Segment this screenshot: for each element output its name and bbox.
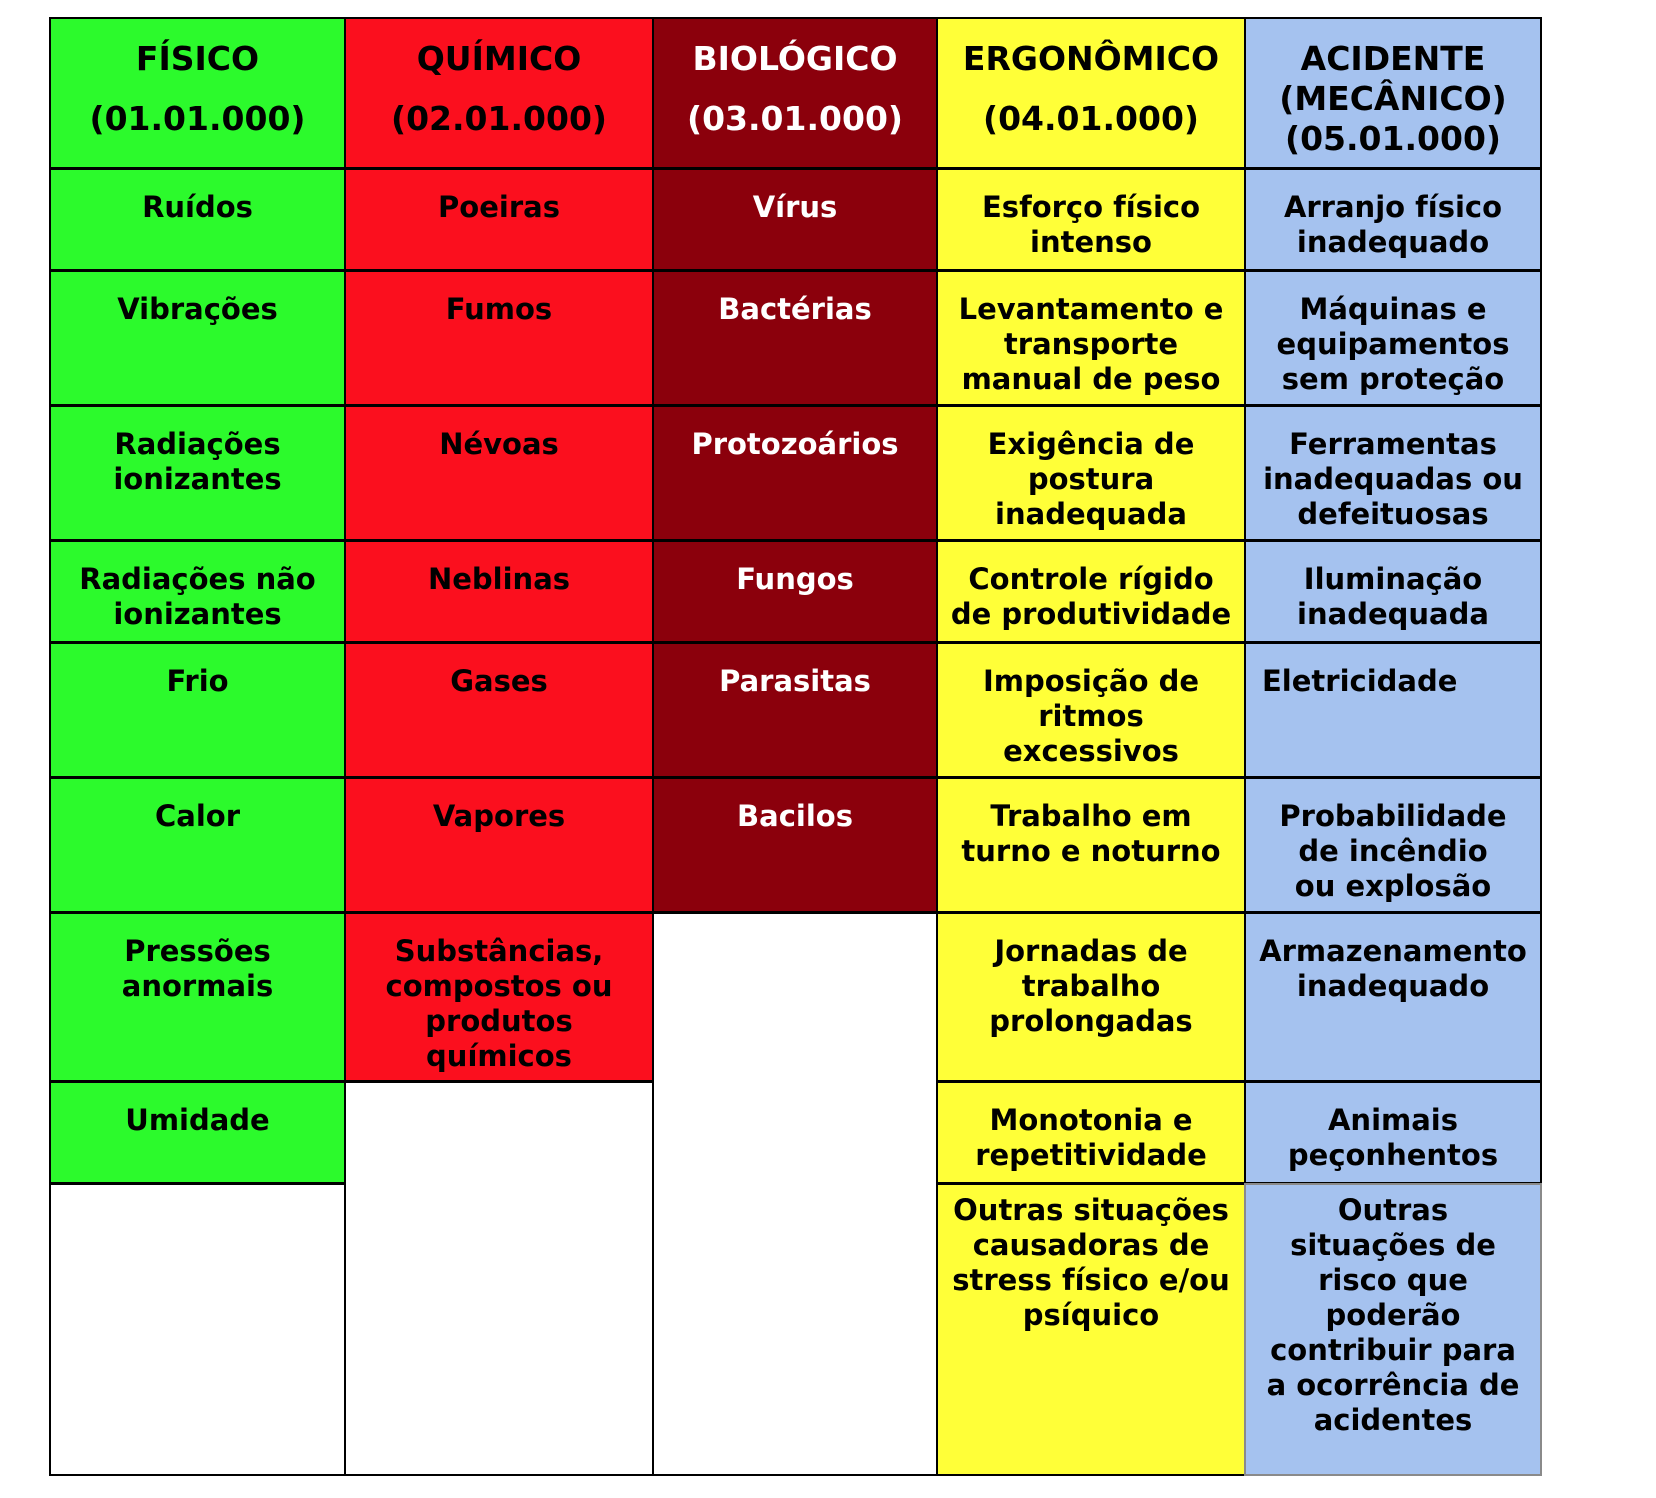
table-cell: Outras situações causadoras de stress físico e/ou psíquico	[936, 1183, 1246, 1476]
table-cell: Ferramentas inadequadas ou defeituosas	[1244, 405, 1542, 541]
header-title: QUÍMICO	[416, 39, 582, 78]
header-code: (03.01.000)	[687, 99, 903, 138]
header-title: ACIDENTE (MECÂNICO)	[1279, 39, 1507, 118]
header-ergonomico	[936, 17, 1246, 169]
table-cell: Gases	[344, 642, 654, 778]
table-cell: Poeiras	[344, 168, 654, 271]
table-cell: Iluminação inadequada	[1244, 540, 1542, 643]
header-biologico	[652, 17, 938, 169]
table-cell: Umidade	[49, 1081, 346, 1184]
header-code: (05.01.000)	[1285, 119, 1501, 158]
column-ergonomico	[937, 18, 1246, 1476]
empty-cell	[344, 1081, 654, 1476]
table-cell: Outras situações de risco que poderão contribuir para a ocorrência de acidentes	[1244, 1183, 1542, 1476]
empty-cell	[652, 912, 938, 1476]
header-quimico	[344, 17, 654, 169]
table-cell: Armazenamento inadequado	[1244, 912, 1542, 1082]
header-title: FÍSICO	[135, 39, 260, 78]
table-cell: Vírus	[652, 168, 938, 271]
table-cell: Vibrações	[49, 270, 346, 406]
risk-table	[50, 18, 1637, 1476]
table-cell: Probabilidade de incêndio ou explosão	[1244, 777, 1542, 913]
table-cell: Radiações não ionizantes	[49, 540, 346, 643]
table-cell: Arranjo físico inadequado	[1244, 168, 1542, 271]
table-cell: Calor	[49, 777, 346, 913]
header-code: (04.01.000)	[983, 99, 1199, 138]
table-cell: Protozoários	[652, 405, 938, 541]
header-code: (01.01.000)	[89, 99, 306, 138]
table-cell: Exigência de postura inadequada	[936, 405, 1246, 541]
table-cell: Fungos	[652, 540, 938, 643]
table-cell: Esforço físico intenso	[936, 168, 1246, 271]
column-fisico	[50, 18, 346, 1476]
table-cell: Névoas	[344, 405, 654, 541]
table-cell: Pressões anormais	[49, 912, 346, 1082]
empty-cell	[49, 1183, 346, 1476]
table-cell: Controle rígido de produtividade	[936, 540, 1246, 643]
table-cell: Bacilos	[652, 777, 938, 913]
header-acidente	[1244, 17, 1542, 169]
table-cell: Jornadas de trabalho prolongadas	[936, 912, 1246, 1082]
table-cell: Bactérias	[652, 270, 938, 406]
table-cell: Imposição de ritmos excessivos	[936, 642, 1246, 778]
table-cell: Frio	[49, 642, 346, 778]
table-cell: Trabalho em turno e noturno	[936, 777, 1246, 913]
header-title: BIOLÓGICO	[692, 39, 898, 78]
table-cell: Máquinas e equipamentos sem proteção	[1244, 270, 1542, 406]
header-code: (02.01.000)	[391, 99, 607, 138]
table-cell: Parasitas	[652, 642, 938, 778]
table-cell: Substâncias, compostos ou produtos químicos	[344, 912, 654, 1082]
column-biologico	[653, 18, 938, 1476]
table-cell: Eletricidade	[1244, 642, 1542, 778]
column-quimico	[345, 18, 654, 1476]
table-cell: Ruídos	[49, 168, 346, 271]
table-cell: Animais peçonhentos	[1244, 1081, 1542, 1184]
header-title: ERGONÔMICO	[962, 39, 1220, 78]
column-acidente	[1245, 18, 1542, 1476]
table-cell: Monotonia e repetitividade	[936, 1081, 1246, 1184]
table-cell: Levantamento e transporte manual de peso	[936, 270, 1246, 406]
table-cell: Radiações ionizantes	[49, 405, 346, 541]
header-fisico	[49, 17, 346, 169]
table-cell: Fumos	[344, 270, 654, 406]
table-cell: Neblinas	[344, 540, 654, 643]
table-cell: Vapores	[344, 777, 654, 913]
